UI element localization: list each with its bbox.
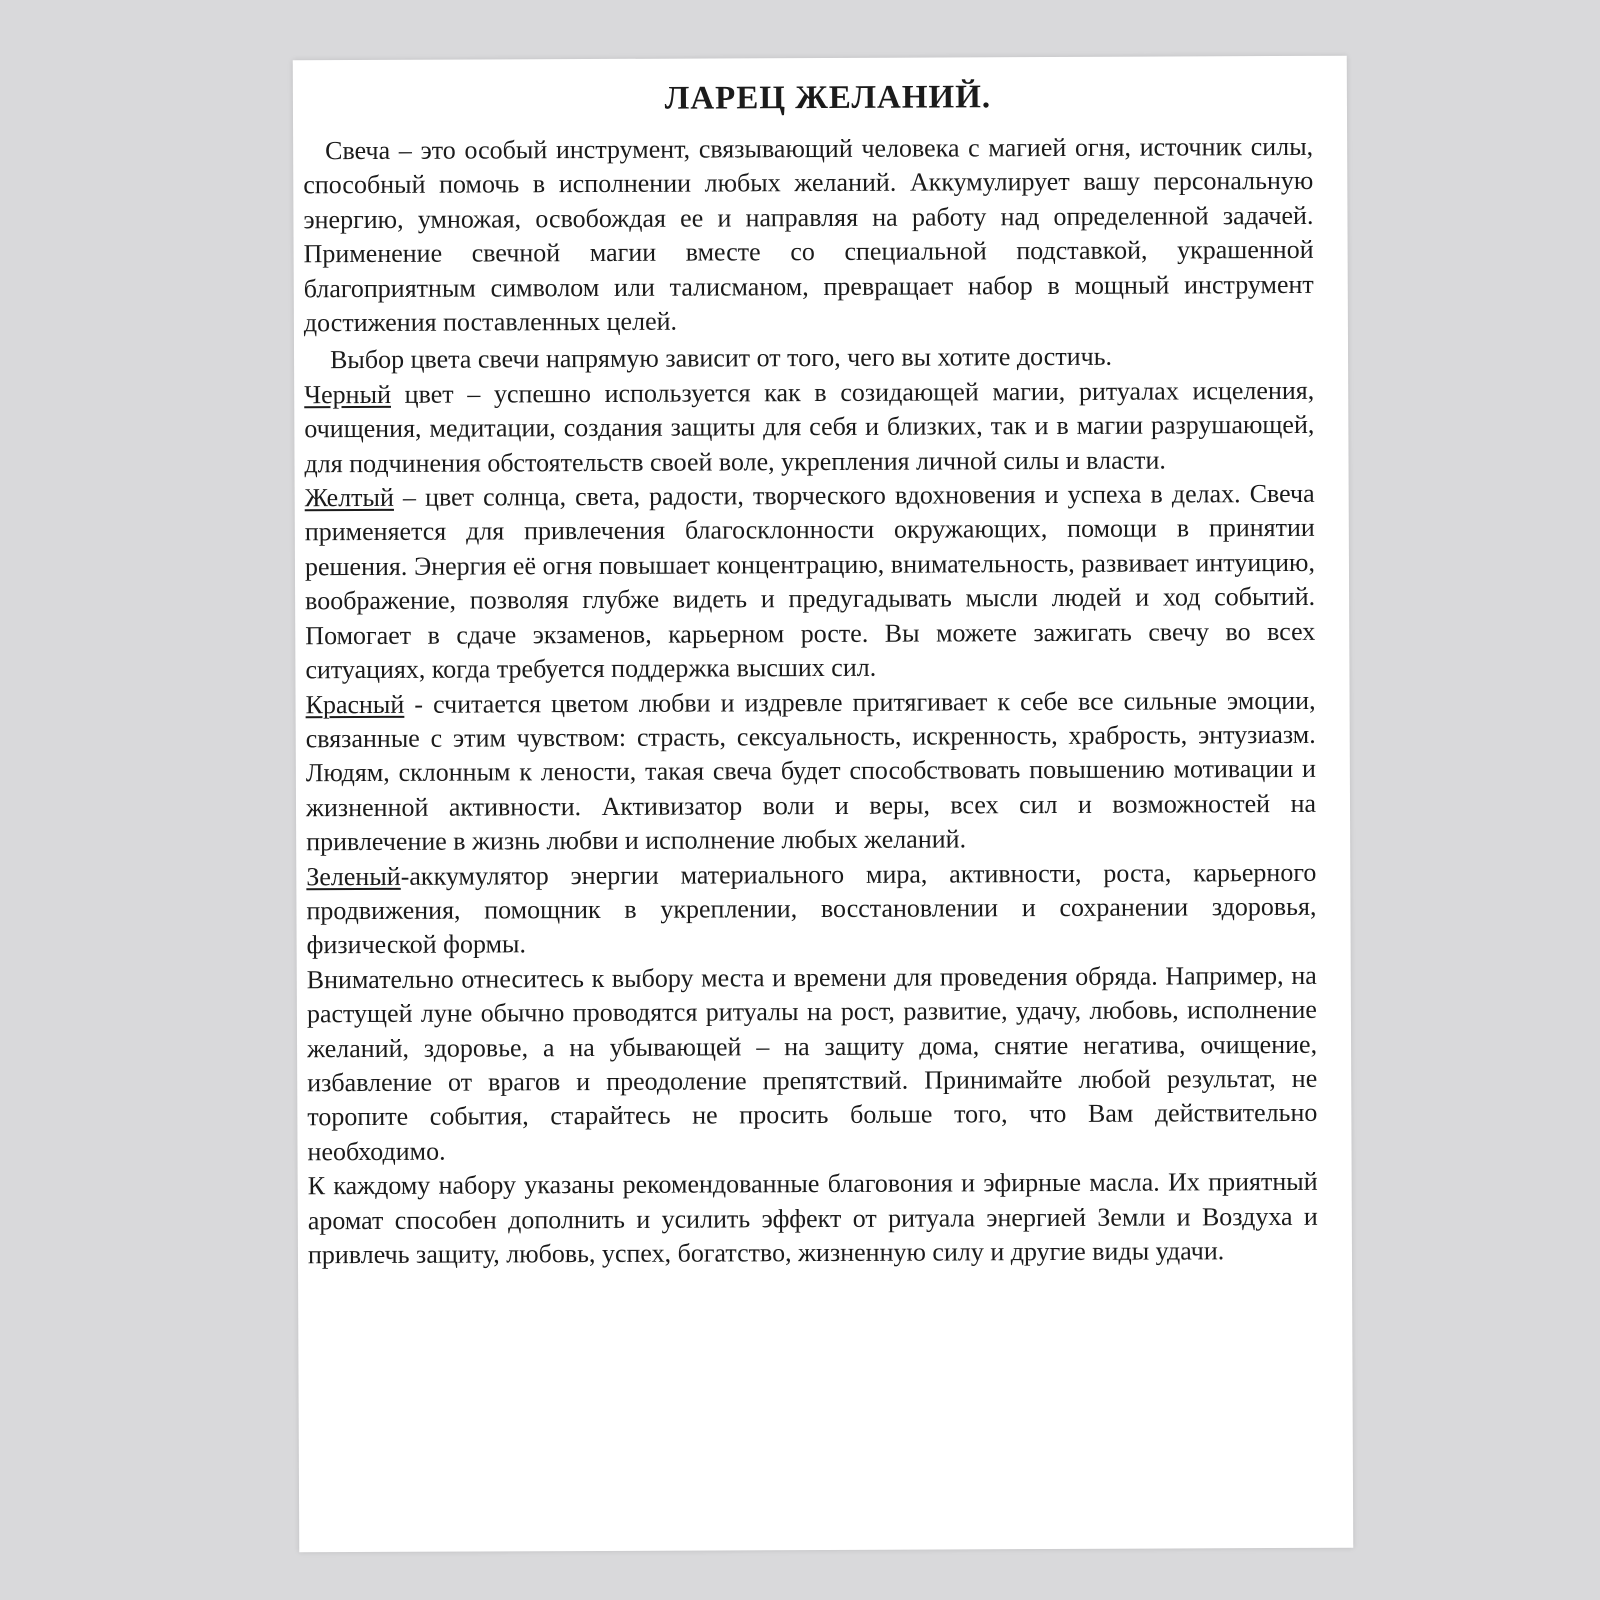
color-paragraph-black (304, 374, 1314, 482)
color-paragraph-green (306, 855, 1316, 963)
color-text-red: - считается цветом любви и издревле притягивает к себе все сильные эмоции, связанные с этим чувством: страсть, сексуальность, искренность, храбрость, энтузиазм. Людям, склонным к лености, такая свеча будет способствовать повышению мотивации и жизненной активности. Активизатор воли и веры, всех сил и возможностей на привлечение в жизнь любви и исполнение любых желаний. (305, 685, 1317, 857)
color-name-red: Красный (305, 689, 405, 719)
color-text-green: -аккумулятор энергии материального мира, активности, роста, карьерного продвижения, помощник в укреплении, восстановлении и сохранении здоровья, физической формы. (306, 857, 1317, 960)
intro-paragraph: Свеча – это особый инструмент, связывающий человека с магией огня, источник силы, способный помочь в исполнении любых желаний. Аккумулирует вашу персональную энергию, умножая, освобождая ее и направляя на работу над определенной задачей. Применение свечной магии вместе со специальной подставкой, украшенной благоприятным символом или талисманом, превращает набор в мощный инструмент достижения поставленных целей. (303, 131, 1314, 338)
color-name-green: Зеленый (306, 861, 401, 891)
color-paragraph-red (305, 683, 1316, 859)
color-text-yellow: – цвет солнца, света, радости, творческого вдохновения и успеха в делах. Свеча применяется для привлечения благосклонности окружающих, помощи в принятии решения. Энергия её огня повышает концентрацию, внимательность, развивает интуицию, воображение, позволяя глубже видеть и предугадывать мысли людей и ход событий. Помогает в сдаче экзаменов, карьерном росте. Вы можете зажигать свечу во всех ситуациях, когда требуется поддержка высших сил. (304, 478, 1316, 685)
sheet-text (303, 56, 1318, 1273)
instruction-sheet (293, 56, 1354, 1553)
color-name-yellow: Желтый (304, 482, 394, 513)
advice-paragraph: Внимательно отнеситесь к выбору места и времени для проведения обряда. Например, на растущей луне обычно проводятся ритуалы на рост, развитие, удачу, любовь, исполнение желаний, здоровье, а на убывающей – на защиту дома, снятие негатива, очищение, избавление от врагов и преодоление препятствий. Принимайте любой результат, не торопите события, старайтесь не просить больше того, что Вам действительно необходимо. (306, 960, 1318, 1167)
document-title: ЛАРЕЦ ЖЕЛАНИЙ. (664, 79, 992, 117)
color-text-black: цвет – успешно используется как в созидающей магии, ритуалах исцеления, очищения, медитации, создания защиты для себя и близких, так и в магии разрушающей, для подчинения обстоятельств своей воле, укрепления личной силы и власти. (304, 375, 1315, 478)
color-paragraph-yellow (305, 477, 1316, 688)
color-name-black: Черный (304, 379, 392, 410)
color-choice-paragraph: Выбор цвета свечи напрямую зависит от того, чего вы хотите достичь. (329, 342, 1113, 375)
incense-paragraph: К каждому набору указаны рекомендованные благовония и эфирные масла. Их приятный аромат способен дополнить и усилить эффект от ритуала энергией Земли и Воздуха и привлечь защиту, любовь, успех, богатство, жизненную силу и другие виды удачи. (307, 1167, 1318, 1270)
